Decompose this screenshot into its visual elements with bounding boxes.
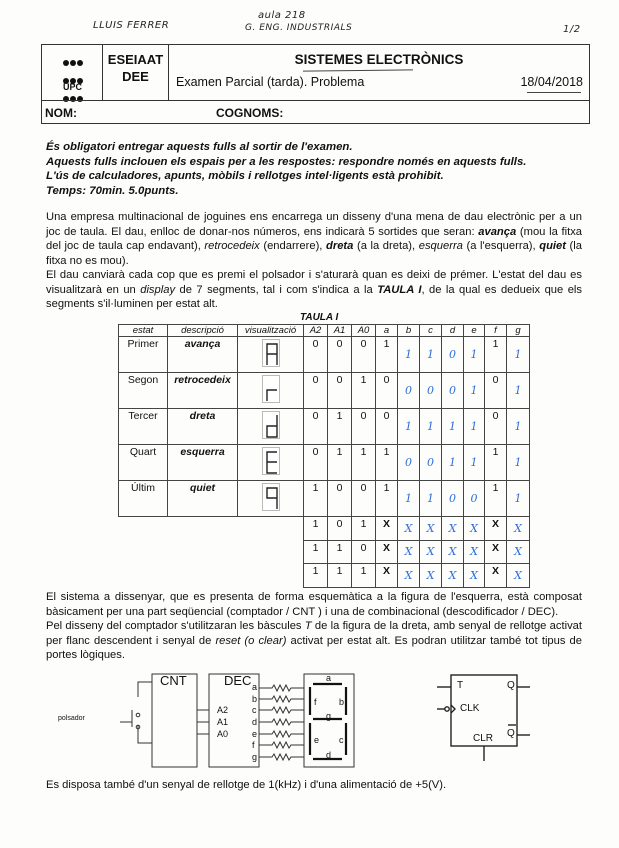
seg-a-cell: X bbox=[376, 564, 398, 588]
button-label: polsador bbox=[58, 715, 85, 722]
segment-f-label: f bbox=[314, 697, 317, 707]
seg-f-cell: 1 bbox=[485, 337, 507, 373]
segment-g-label: g bbox=[326, 711, 332, 721]
col-header: g bbox=[507, 325, 530, 337]
display-cell bbox=[238, 481, 304, 517]
display-cell bbox=[238, 445, 304, 481]
seg-f-cell: X bbox=[485, 540, 507, 564]
seg-f-cell: 1 bbox=[485, 445, 507, 481]
a0-cell: 1 bbox=[352, 373, 376, 409]
seg-e-cell: X bbox=[464, 540, 485, 564]
date-underline bbox=[527, 92, 581, 93]
col-header: f bbox=[485, 325, 507, 337]
a2-cell: 0 bbox=[304, 445, 328, 481]
a1-cell: 0 bbox=[328, 337, 352, 373]
a2-cell: 0 bbox=[304, 337, 328, 373]
seg-d-cell: 0 bbox=[442, 337, 464, 373]
ff-clk-label: CLK bbox=[460, 703, 480, 714]
a2-cell: 0 bbox=[304, 373, 328, 409]
name-label: NOM: bbox=[45, 106, 77, 120]
seg-d-cell: 1 bbox=[442, 445, 464, 481]
surname-label: COGNOMS: bbox=[216, 106, 284, 120]
dec-input-a2: A2 bbox=[217, 705, 229, 715]
a1-cell: 1 bbox=[328, 445, 352, 481]
seg-a-cell: 1 bbox=[376, 337, 398, 373]
a0-cell: 0 bbox=[352, 409, 376, 445]
dec-output-a: a bbox=[252, 682, 258, 692]
seg-g-cell: X bbox=[507, 540, 530, 564]
seg-b-cell: 1 bbox=[398, 481, 420, 517]
display-cell bbox=[238, 337, 304, 373]
col-header: b bbox=[398, 325, 420, 337]
block-diagram bbox=[58, 665, 400, 775]
seg-b-cell: 1 bbox=[398, 409, 420, 445]
seg-g-cell: 1 bbox=[507, 481, 530, 517]
seg-a-cell: X bbox=[376, 540, 398, 564]
seg-e-cell: 1 bbox=[464, 373, 485, 409]
instruction-line: Temps: 70min. 5.0punts. bbox=[46, 184, 179, 197]
a0-cell: 1 bbox=[352, 517, 376, 541]
intro-paragraph-1: Una empresa multinacional de joguines ens encarrega un disseny d'una mena de dau electrònic per a un joc de taula. El dau, enlloc de donar-nos números, ens indicarà 5 sortides que seran: avança (mou la fitxa del joc de taula cap endavant), retrocedeix (endarrere), dreta (a la dreta), esquerra (a l'esquerra), quiet (la fitxa no es mou). bbox=[46, 211, 583, 267]
seg-f-cell: 0 bbox=[485, 373, 507, 409]
col-header: c bbox=[420, 325, 442, 337]
seg-c-cell: 0 bbox=[420, 445, 442, 481]
estat-cell: Segon bbox=[119, 373, 168, 409]
dec-output-c: c bbox=[252, 705, 257, 715]
display-cell bbox=[238, 373, 304, 409]
table-row-dontcare bbox=[119, 564, 530, 588]
seg-a-cell: 0 bbox=[376, 409, 398, 445]
seg-a-cell: 1 bbox=[376, 481, 398, 517]
seven-seg-r-icon bbox=[262, 375, 280, 403]
seg-f-cell: X bbox=[485, 517, 507, 541]
instructions bbox=[46, 140, 606, 198]
seg-d-cell: 1 bbox=[442, 409, 464, 445]
seg-d-cell: 0 bbox=[442, 373, 464, 409]
display-cell bbox=[238, 409, 304, 445]
truth-table bbox=[118, 324, 530, 588]
course-title: SISTEMES ELECTRÒNICS bbox=[294, 52, 464, 67]
dec-output-b: b bbox=[252, 694, 258, 704]
seg-b-cell: X bbox=[398, 564, 420, 588]
table-row bbox=[119, 409, 530, 445]
handwritten-student-name: LLUIS FERRER bbox=[93, 20, 170, 31]
seg-c-cell: X bbox=[420, 564, 442, 588]
estat-cell: Primer bbox=[119, 337, 168, 373]
seg-c-cell: 1 bbox=[420, 409, 442, 445]
exam-date: 18/04/2018 bbox=[520, 75, 583, 89]
ff-q-label: Q bbox=[507, 680, 515, 691]
footer-note: Es disposa també d'un senyal de rellotge de 1(kHz) i d'una alimentació de +5(V). bbox=[46, 779, 447, 791]
seg-a-cell: X bbox=[376, 517, 398, 541]
a1-cell: 0 bbox=[328, 517, 352, 541]
seg-g-cell: 1 bbox=[507, 373, 530, 409]
seg-b-cell: X bbox=[398, 540, 420, 564]
dec-label: DEC bbox=[224, 673, 252, 688]
dec-output-f: f bbox=[252, 740, 255, 750]
dec-input-a1: A1 bbox=[217, 717, 229, 727]
dec-output-e: e bbox=[252, 729, 258, 739]
seg-e-cell: X bbox=[464, 517, 485, 541]
a0-cell: 1 bbox=[352, 445, 376, 481]
exam-header bbox=[41, 44, 590, 124]
cnt-label: CNT bbox=[160, 673, 187, 688]
a1-cell: 1 bbox=[328, 409, 352, 445]
system-paragraph-1: El sistema a dissenyar, que es presenta de forma esquemàtica a la figura de l'esquerra, està composat bàsicament per una part seqüencial (comptador / CNT ) i una de combinacional (descodificador / DEC). bbox=[46, 591, 582, 618]
seg-e-cell: 0 bbox=[464, 481, 485, 517]
a2-cell: 1 bbox=[304, 481, 328, 517]
a1-cell: 0 bbox=[328, 373, 352, 409]
col-header: A2 bbox=[304, 325, 328, 337]
estat-cell: Tercer bbox=[119, 409, 168, 445]
dec-output-g: g bbox=[252, 752, 258, 762]
seg-c-cell: X bbox=[420, 517, 442, 541]
ff-t-label: T bbox=[457, 680, 464, 691]
upc-logo bbox=[42, 45, 103, 100]
seg-g-cell: X bbox=[507, 517, 530, 541]
seg-b-cell: 0 bbox=[398, 445, 420, 481]
segment-b-label: b bbox=[339, 697, 345, 707]
seg-b-cell: 1 bbox=[398, 337, 420, 373]
col-header: a bbox=[376, 325, 398, 337]
seg-c-cell: X bbox=[420, 540, 442, 564]
handwritten-page-number: 1/2 bbox=[563, 24, 581, 35]
seven-seg-d-icon bbox=[262, 411, 280, 439]
seg-a-cell: 1 bbox=[376, 445, 398, 481]
seg-e-cell: X bbox=[464, 564, 485, 588]
seg-c-cell: 0 bbox=[420, 373, 442, 409]
seg-d-cell: X bbox=[442, 564, 464, 588]
a2-cell: 1 bbox=[304, 517, 328, 541]
t-flipflop-symbol bbox=[410, 665, 570, 775]
seg-f-cell: 1 bbox=[485, 481, 507, 517]
handwritten-room: aula 218 bbox=[258, 10, 306, 21]
segment-a-label: a bbox=[326, 673, 332, 683]
table-row-dontcare bbox=[119, 517, 530, 541]
seg-e-cell: 1 bbox=[464, 409, 485, 445]
a0-cell: 1 bbox=[352, 564, 376, 588]
a2-cell: 1 bbox=[304, 564, 328, 588]
table-row bbox=[119, 445, 530, 481]
a0-cell: 0 bbox=[352, 337, 376, 373]
seven-seg-A-icon bbox=[262, 339, 280, 367]
seg-d-cell: X bbox=[442, 540, 464, 564]
upc-dots-icon bbox=[62, 53, 84, 107]
a0-cell: 0 bbox=[352, 481, 376, 517]
a1-cell: 1 bbox=[328, 564, 352, 588]
seg-f-cell: X bbox=[485, 564, 507, 588]
col-header: A0 bbox=[352, 325, 376, 337]
seven-seg-q-icon bbox=[262, 483, 280, 511]
school-cell bbox=[103, 45, 169, 100]
table-caption: TAULA I bbox=[300, 312, 339, 323]
t-flipflop-diagram bbox=[410, 665, 570, 775]
handwritten-underline bbox=[303, 69, 413, 71]
seg-c-cell: 1 bbox=[420, 481, 442, 517]
title-cell bbox=[169, 45, 589, 100]
col-header: visualització bbox=[238, 325, 304, 337]
seg-g-cell: 1 bbox=[507, 337, 530, 373]
a2-cell: 0 bbox=[304, 409, 328, 445]
table-row bbox=[119, 481, 530, 517]
table-header-row bbox=[119, 325, 530, 337]
ff-clr-label: CLR bbox=[473, 733, 494, 744]
col-header: d bbox=[442, 325, 464, 337]
handwritten-degree: G. ENG. INDUSTRIALS bbox=[245, 23, 353, 33]
col-header: descripció bbox=[168, 325, 238, 337]
desc-cell: quiet bbox=[168, 481, 238, 517]
system-paragraph-2: Pel disseny del comptador s'utilitzaran les bàscules T de la figura de la dreta, amb senyal de rellotge activat per flanc descendent i senyal de reset (o clear) activat per estat alt. Es podran utilitzar també tot tipus de portes lògiques. bbox=[46, 620, 582, 662]
seg-b-cell: X bbox=[398, 517, 420, 541]
a2-cell: 1 bbox=[304, 540, 328, 564]
intro-paragraph-2: El dau canviarà cada cop que es premi el polsador i s'aturarà quan es deixi de prémer. L'estat del dau es visualitzarà en un display de 7 segments, tal i com s'indica a la TAULA I, de la qual es dedueix que els segments s'il·luminen per estat alt. bbox=[46, 269, 583, 311]
table-row bbox=[119, 337, 530, 373]
seg-d-cell: 0 bbox=[442, 481, 464, 517]
segment-e-label: e bbox=[314, 735, 320, 745]
desc-cell: retrocedeix bbox=[168, 373, 238, 409]
a0-cell: 0 bbox=[352, 540, 376, 564]
estat-cell: Quart bbox=[119, 445, 168, 481]
student-row bbox=[42, 100, 589, 125]
desc-cell: avança bbox=[168, 337, 238, 373]
col-header: A1 bbox=[328, 325, 352, 337]
seg-g-cell: 1 bbox=[507, 409, 530, 445]
seg-f-cell: 0 bbox=[485, 409, 507, 445]
seg-e-cell: 1 bbox=[464, 337, 485, 373]
desc-cell: dreta bbox=[168, 409, 238, 445]
estat-cell: Últim bbox=[119, 481, 168, 517]
col-header: estat bbox=[119, 325, 168, 337]
col-header: e bbox=[464, 325, 485, 337]
seven-seg-E-icon bbox=[262, 447, 280, 475]
seg-e-cell: 1 bbox=[464, 445, 485, 481]
table-row bbox=[119, 373, 530, 409]
seg-d-cell: X bbox=[442, 517, 464, 541]
exam-type: Examen Parcial (tarda). Problema bbox=[176, 75, 365, 89]
seg-c-cell: 1 bbox=[420, 337, 442, 373]
seg-g-cell: 1 bbox=[507, 445, 530, 481]
seg-b-cell: 0 bbox=[398, 373, 420, 409]
instruction-line: És obligatori entregar aquests fulls al sortir de l'examen. bbox=[46, 141, 353, 153]
dec-output-d: d bbox=[252, 717, 258, 727]
ff-qbar-label: Q bbox=[507, 728, 515, 739]
upc-label: UPC bbox=[62, 82, 82, 92]
instruction-line: L'ús de calculadores, apunts, mòbils i rellotges intel·ligents està prohibit. bbox=[46, 170, 444, 182]
instruction-line: Aquests fulls inclouen els espais per a les respostes: respondre només en aquests fulls. bbox=[46, 155, 527, 168]
a1-cell: 0 bbox=[328, 481, 352, 517]
segment-d-label: d bbox=[326, 750, 332, 760]
a1-cell: 1 bbox=[328, 540, 352, 564]
school-name: ESEIAAT bbox=[107, 52, 164, 67]
desc-cell: esquerra bbox=[168, 445, 238, 481]
seg-a-cell: 0 bbox=[376, 373, 398, 409]
dec-input-a0: A0 bbox=[217, 729, 229, 739]
segment-c-label: c bbox=[339, 735, 344, 745]
table-row-dontcare bbox=[119, 540, 530, 564]
department-name: DEE bbox=[122, 69, 149, 84]
seg-g-cell: X bbox=[507, 564, 530, 588]
